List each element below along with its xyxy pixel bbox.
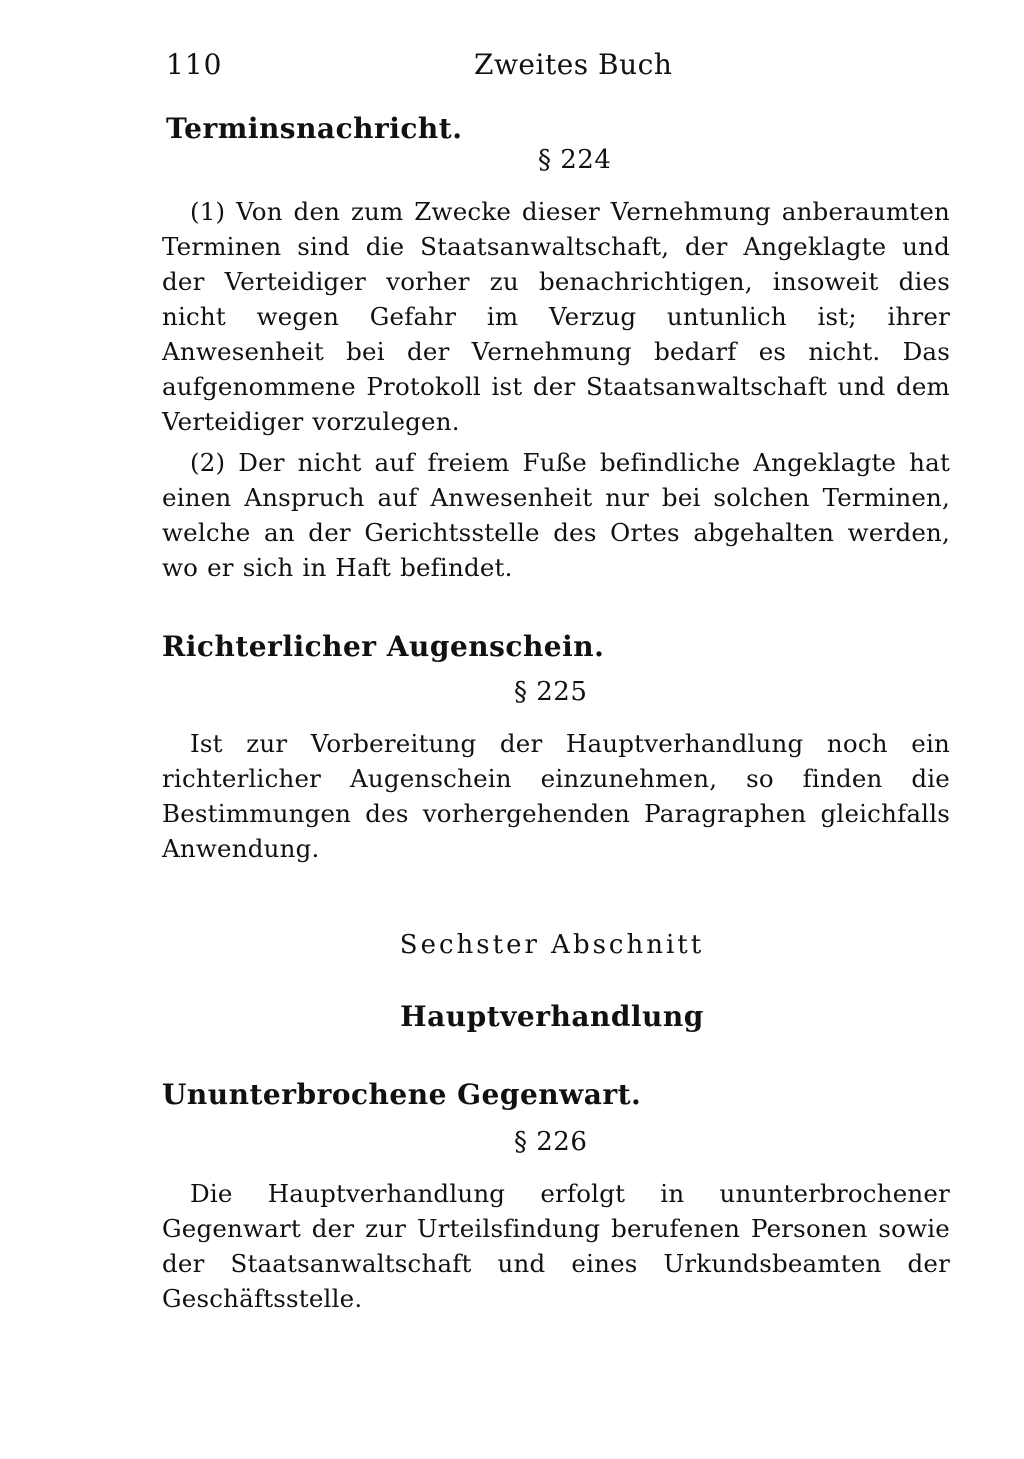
page-number: 110: [166, 48, 223, 81]
chapter-label: Sechster Abschnitt: [399, 930, 705, 960]
paragraph-sign-225: § 225: [514, 677, 588, 707]
section-heading-gegenwart: Ununterbrochene Gegenwart.: [162, 1078, 642, 1111]
paragraph-sign-226: § 226: [514, 1127, 588, 1157]
paragraph-224-1: (1) Von den zum Zwecke dieser Vernehmung anberaumten Terminen sind die Staatsanwaltschaft, der Angeklagte und der Verteidiger vorher zu benachrichtigen, insoweit dies nicht wegen Gefahr im Verzug untunlich ist; ihrer Anwesenheit bei der Vernehmung bedarf es nicht. Das aufgenommene Protokoll ist der Staatsanwaltschaft und dem Verteidiger vorzulegen.: [162, 197, 950, 436]
paragraph-226: Die Hauptverhandlung erfolgt in ununterbrochener Gegenwart der zur Urteilsfindung berufenen Personen sowie der Staatsanwaltschaft und eines Urkundsbeamten der Geschäftsstelle.: [162, 1179, 950, 1313]
running-title: Zweites Buch: [474, 48, 673, 81]
paragraph-224-2: (2) Der nicht auf freiem Fuße befindliche Angeklagte hat einen Anspruch auf Anwesenheit nur bei solchen Terminen, welche an der Gerichtsstelle des Ortes abgehalten werden, wo er sich in Haft befindet.: [162, 448, 950, 582]
paragraph-sign-224: § 224: [538, 145, 612, 175]
section-heading-augenschein: Richterlicher Augenschein.: [162, 630, 605, 663]
chapter-title: Hauptverhandlung: [400, 1000, 704, 1033]
paragraph-225: Ist zur Vorbereitung der Hauptverhandlung noch ein richterlicher Augenschein einzunehmen, so finden die Bestimmungen des vorhergehenden Paragraphen gleichfalls Anwendung.: [162, 729, 950, 863]
section-heading-terminsnachricht: Terminsnachricht.: [166, 112, 463, 145]
